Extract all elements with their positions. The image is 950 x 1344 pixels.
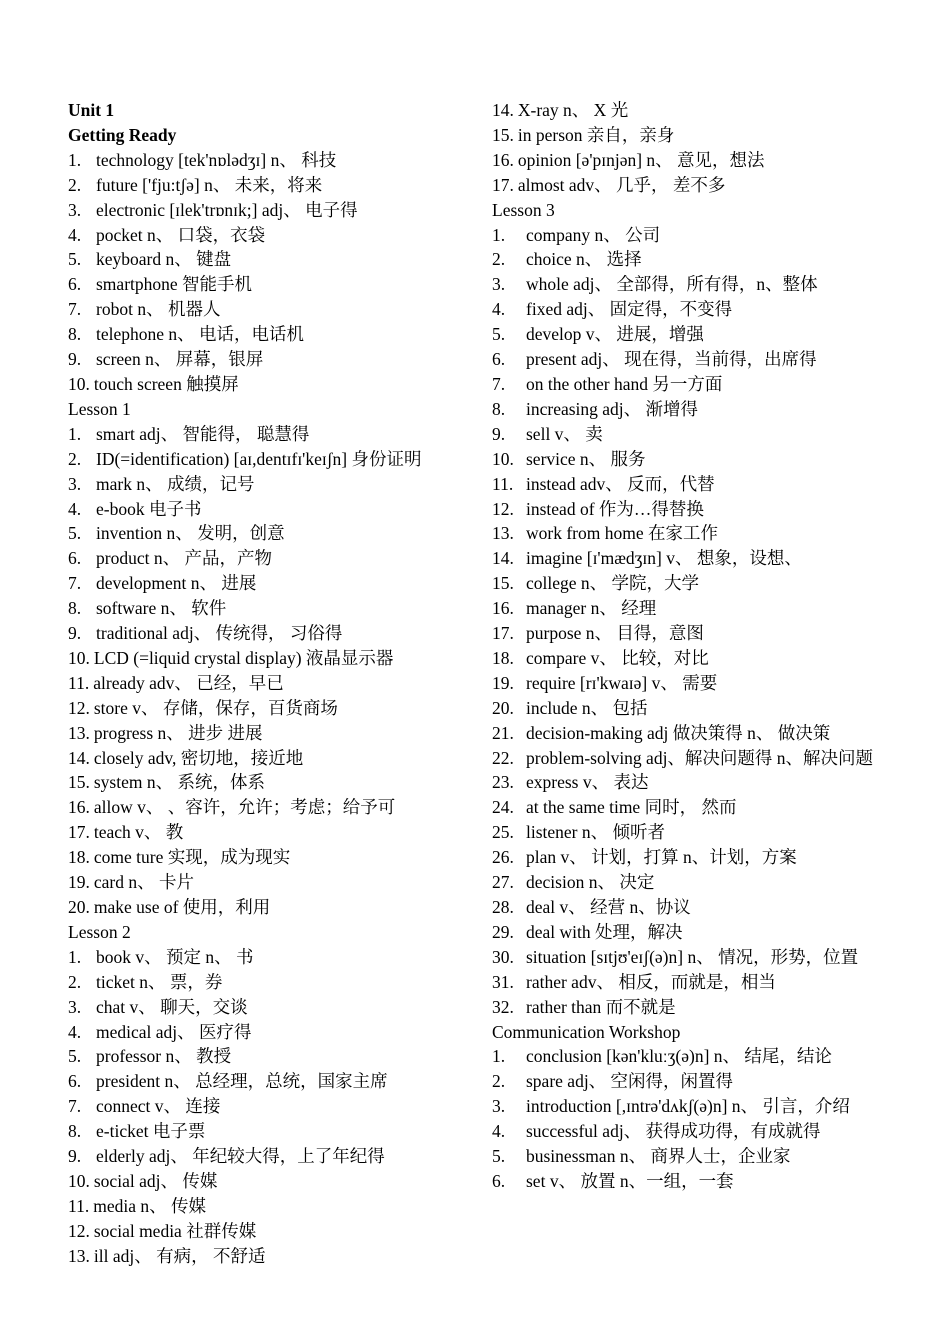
vocab-item: [492, 372, 887, 397]
vocab-item: [492, 123, 887, 148]
vocab-item: [492, 148, 887, 173]
item-number: 1.: [492, 224, 506, 245]
item-text: LCD (=liquid crystal display) 液晶显示器: [93, 647, 394, 668]
item-text: e-ticket 电子票: [96, 1121, 206, 1142]
item-number: 9.: [68, 623, 82, 644]
vocab-item: [492, 696, 887, 721]
item-number: 1.: [68, 423, 82, 444]
item-number: 2.: [492, 1071, 506, 1092]
item-text: rather adv、 相反，而就是，相当: [526, 971, 776, 992]
item-text: present adj、 现在得，当前得，出席得: [526, 349, 817, 370]
vocab-item: [68, 322, 468, 347]
item-number: 22.: [492, 747, 514, 768]
item-number: 14.: [492, 548, 514, 569]
vocab-item: [68, 895, 468, 920]
item-text: medical adj、 医疗得: [96, 1021, 252, 1042]
vocab-item: [68, 671, 468, 696]
item-number: 6.: [68, 1071, 82, 1092]
vocab-item: [68, 372, 468, 397]
item-number: 32.: [492, 996, 514, 1017]
item-text: compare v、 比较，对比: [526, 647, 709, 668]
item-number: 9.: [492, 423, 506, 444]
item-text: system n、 系统，体系: [93, 772, 265, 793]
item-text: ID(=identification) [aɪ,dentɪfɪ'keɪʃn] 身份证明: [96, 448, 422, 469]
item-number: 15.: [68, 772, 90, 793]
vocab-item: [68, 546, 468, 571]
vocab-item: [68, 1244, 468, 1269]
item-number: 20.: [492, 697, 514, 718]
item-text: company n、 公司: [526, 224, 661, 245]
vocab-item: [492, 297, 887, 322]
vocab-item: [492, 970, 887, 995]
item-number: 9.: [68, 349, 82, 370]
item-text: telephone n、 电话，电话机: [96, 324, 305, 345]
item-text: problem-solving adj、解决问题得 n、解决问题: [526, 747, 874, 768]
vocab-item: [492, 1044, 887, 1069]
item-number: 16.: [492, 149, 514, 170]
item-number: 11.: [68, 672, 90, 693]
vocab-item: [68, 1094, 468, 1119]
item-number: 14.: [492, 100, 514, 120]
vocab-item: [492, 272, 887, 297]
item-number: 31.: [492, 971, 514, 992]
item-number: 2.: [68, 448, 82, 469]
item-number: 16.: [492, 598, 514, 619]
item-text: come ture 实现，成为现实: [93, 847, 291, 868]
vocab-item: [68, 223, 468, 248]
item-text: president n、 总经理，总统，国家主席: [96, 1071, 388, 1092]
vocab-item: [492, 820, 887, 845]
item-text: professor n、 教授: [96, 1046, 232, 1067]
vocab-item: [68, 621, 468, 646]
item-number: 10.: [68, 647, 90, 668]
item-text: whole adj、 全部得，所有得，n、整体: [526, 274, 818, 295]
vocab-item: [492, 895, 887, 920]
item-number: 8.: [492, 398, 506, 419]
item-text: development n、 进展: [96, 573, 257, 594]
item-number: 17.: [492, 174, 514, 195]
vocab-item: [68, 995, 468, 1020]
item-text: software n、 软件: [96, 598, 227, 619]
vocab-item: [68, 1194, 468, 1219]
vocab-item: [492, 870, 887, 895]
item-number: 1.: [492, 1046, 506, 1067]
item-number: 2.: [68, 174, 82, 195]
vocab-item: [68, 970, 468, 995]
item-number: 1.: [68, 149, 82, 170]
vocab-item: [492, 646, 887, 671]
vocab-item: [492, 422, 887, 447]
vocab-item: [68, 870, 468, 895]
vocab-item: [492, 621, 887, 646]
item-text: traditional adj、 传统得， 习俗得: [96, 623, 343, 644]
item-number: 8.: [68, 1121, 82, 1142]
item-number: 26.: [492, 847, 514, 868]
vocab-item: [492, 746, 887, 771]
item-number: 2.: [492, 249, 506, 270]
item-text: purpose n、 目得，意图: [526, 623, 704, 644]
item-text: mark n、 成绩，记号: [96, 473, 255, 494]
item-number: 29.: [492, 921, 514, 942]
vocab-item: [492, 721, 887, 746]
item-text: pocket n、 口袋，衣袋: [96, 224, 266, 245]
vocab-item: [492, 347, 887, 372]
item-number: 12.: [492, 498, 514, 519]
item-number: 10.: [68, 373, 90, 394]
item-number: 10.: [68, 1170, 90, 1191]
item-number: 4.: [68, 224, 82, 245]
item-text: instead adv、 反而，代替: [526, 473, 715, 494]
item-number: 28.: [492, 897, 514, 917]
item-number: 3.: [492, 1096, 506, 1117]
item-text: choice n、 选择: [526, 249, 642, 270]
item-text: media n、 传媒: [93, 1195, 206, 1216]
vocab-item: [68, 347, 468, 372]
vocab-item: [68, 297, 468, 322]
item-text: opinion [ə'pɪnjən] n、 意见，想法: [517, 149, 765, 170]
vocab-item: [492, 397, 887, 422]
item-text: include n、 包括: [526, 697, 648, 718]
vocab-item: [492, 1094, 887, 1119]
item-number: 4.: [68, 498, 82, 519]
item-number: 27.: [492, 872, 514, 893]
item-number: 5.: [68, 249, 82, 270]
item-number: 15.: [492, 124, 514, 145]
item-number: 24.: [492, 797, 514, 818]
item-text: ticket n、 票，券: [96, 971, 223, 992]
item-text: teach v、 教: [93, 822, 184, 843]
item-number: 8.: [68, 324, 82, 345]
vocab-item: [68, 1219, 468, 1244]
item-text: almost adv、 几乎， 差不多: [517, 174, 726, 195]
vocab-item: [68, 820, 468, 845]
item-number: 18.: [68, 847, 90, 868]
vocab-item: [492, 920, 887, 945]
vocab-item: [492, 770, 887, 795]
item-number: 13.: [492, 523, 514, 544]
item-number: 11.: [68, 1195, 90, 1216]
vocab-item: [68, 1044, 468, 1069]
vocab-item: [68, 422, 468, 447]
item-number: 12.: [68, 1220, 90, 1241]
item-text: rather than 而不就是: [526, 996, 676, 1017]
vocab-item: [492, 173, 887, 198]
item-number: 20.: [68, 897, 90, 917]
vocab-item: [68, 945, 468, 970]
vocab-item: [492, 497, 887, 522]
item-text: successful adj、 获得成功得，有成就得: [526, 1121, 821, 1142]
item-text: X-ray n、 X 光: [517, 100, 629, 120]
vocab-item: [492, 945, 887, 970]
item-number: 11.: [492, 473, 514, 494]
item-text: college n、 学院，大学: [526, 573, 700, 594]
vocab-item: [492, 596, 887, 621]
item-text: store v、 存储，保存，百货商场: [93, 697, 338, 718]
item-text: work from home 在家工作: [526, 523, 718, 544]
item-text: imagine [ɪ'mædʒɪn] v、 想象，设想、: [526, 548, 802, 569]
item-number: 7.: [68, 299, 82, 320]
section-label: Communication Workshop: [492, 1021, 681, 1042]
item-text: introduction [,ɪntrə'dʌkʃ(ə)n] n、 引言，介绍: [526, 1096, 850, 1117]
item-number: 5.: [492, 1146, 506, 1167]
item-number: 6.: [68, 274, 82, 295]
item-number: 30.: [492, 946, 514, 967]
heading: Unit 1: [68, 100, 115, 120]
item-text: technology [tek'nɒlədʒɪ] n、 科技: [96, 149, 337, 170]
vocab-item: [492, 546, 887, 571]
item-number: 12.: [68, 697, 90, 718]
vocab-item: [492, 322, 887, 347]
right-column: [492, 98, 887, 1194]
item-text: businessman n、 商界人士，企业家: [526, 1146, 791, 1167]
vocab-item: [492, 521, 887, 546]
item-text: make use of 使用，利用: [93, 897, 271, 917]
item-number: 6.: [68, 548, 82, 569]
item-number: 19.: [492, 672, 514, 693]
item-number: 7.: [492, 373, 506, 394]
item-number: 17.: [68, 822, 90, 843]
item-text: ill adj、 有病， 不舒适: [93, 1245, 266, 1266]
item-text: smartphone 智能手机: [96, 274, 253, 295]
vocab-item: [492, 472, 887, 497]
item-text: e-book 电子书: [96, 498, 202, 519]
item-number: 4.: [68, 1021, 82, 1042]
vocab-item: [492, 1144, 887, 1169]
vocab-item: [492, 845, 887, 870]
vocab-item: [68, 198, 468, 223]
heading: Getting Ready: [68, 124, 177, 145]
item-text: already adv、 已经，早已: [93, 672, 284, 693]
section-label: Lesson 1: [68, 398, 131, 419]
vocab-item: [68, 646, 468, 671]
item-number: 3.: [492, 274, 506, 295]
vocab-item: [492, 1069, 887, 1094]
item-number: 17.: [492, 623, 514, 644]
item-text: service n、 服务: [526, 448, 646, 469]
item-number: 7.: [68, 573, 82, 594]
vocab-item: [492, 247, 887, 272]
item-text: future ['fju:tʃə] n、 未来，将来: [96, 174, 323, 195]
vocab-item: [68, 521, 468, 546]
vocab-item: [68, 447, 468, 472]
item-text: instead of 作为…得替换: [526, 498, 704, 519]
item-text: conclusion [kən'kluːʒ(ə)n] n、 结尾，结论: [526, 1046, 832, 1067]
item-text: sell v、 卖: [526, 423, 603, 444]
item-number: 4.: [492, 1121, 506, 1142]
item-text: electronic [ɪlek'trɒnɪk;] adj、 电子得: [96, 199, 358, 220]
vocab-item: [68, 497, 468, 522]
item-number: 16.: [68, 797, 90, 818]
item-text: deal v、 经营 n、协议: [526, 897, 691, 917]
item-text: progress n、 进步 进展: [93, 722, 263, 743]
vocab-item: [68, 571, 468, 596]
item-number: 13.: [68, 1245, 90, 1266]
item-number: 5.: [492, 324, 506, 345]
item-text: social media 社群传媒: [93, 1220, 257, 1241]
item-text: spare adj、 空闲得，闲置得: [526, 1071, 734, 1092]
item-text: fixed adj、 固定得，不变得: [526, 299, 733, 320]
vocab-item: [68, 1144, 468, 1169]
item-number: 21.: [492, 722, 514, 743]
vocab-item: [68, 173, 468, 198]
vocab-item: [68, 247, 468, 272]
item-text: require [rɪ'kwaɪə] v、 需要: [526, 672, 718, 693]
item-text: keyboard n、 键盘: [96, 249, 232, 270]
item-number: 5.: [68, 523, 82, 544]
vocab-item: [68, 596, 468, 621]
item-number: 4.: [492, 299, 506, 320]
vocab-item: [68, 1069, 468, 1094]
item-text: deal with 处理，解决: [526, 921, 683, 942]
item-number: 10.: [492, 448, 514, 469]
vocab-item: [492, 571, 887, 596]
item-text: social adj、 传媒: [93, 1170, 218, 1191]
item-number: 8.: [68, 598, 82, 619]
section-label: Lesson 3: [492, 199, 555, 220]
item-number: 6.: [492, 1170, 506, 1191]
item-text: allow v、 、容许，允许；考虑；给予可: [93, 797, 396, 818]
item-text: decision n、 决定: [526, 872, 655, 893]
item-text: card n、 卡片: [93, 872, 194, 893]
item-text: develop v、 进展，增强: [526, 324, 704, 345]
item-text: decision-making adj 做决策得 n、 做决策: [526, 722, 831, 743]
item-text: manager n、 经理: [526, 598, 657, 619]
vocab-item: [68, 795, 468, 820]
item-text: invention n、 发明，创意: [96, 523, 285, 544]
item-text: chat v、 聊天，交谈: [96, 996, 248, 1017]
item-text: book v、 预定 n、 书: [96, 946, 254, 967]
item-number: 18.: [492, 647, 514, 668]
item-number: 14.: [68, 747, 90, 768]
item-text: express v、 表达: [526, 772, 649, 793]
vocab-item: [68, 770, 468, 795]
item-text: on the other hand 另一方面: [526, 373, 723, 394]
item-number: 5.: [68, 1046, 82, 1067]
item-number: 3.: [68, 473, 82, 494]
item-text: product n、 产品，产物: [96, 548, 272, 569]
item-number: 1.: [68, 946, 82, 967]
item-number: 2.: [68, 971, 82, 992]
vocab-item: [68, 1169, 468, 1194]
item-text: touch screen 触摸屏: [93, 373, 239, 394]
vocab-item: [68, 746, 468, 771]
vocab-item: [68, 721, 468, 746]
vocab-item: [492, 795, 887, 820]
vocab-item: [68, 272, 468, 297]
item-text: increasing adj、 渐增得: [526, 398, 699, 419]
item-text: situation [sɪtjʊ'eɪʃ(ə)n] n、 情况，形势，位置: [526, 946, 859, 967]
vocab-item: [492, 447, 887, 472]
item-text: elderly adj、 年纪较大得，上了年纪得: [96, 1146, 385, 1167]
item-number: 23.: [492, 772, 514, 793]
item-number: 19.: [68, 872, 90, 893]
vocab-item: [68, 845, 468, 870]
left-column: [68, 98, 468, 1269]
section-label: Lesson 2: [68, 921, 131, 942]
item-number: 6.: [492, 349, 506, 370]
item-text: screen n、 屏幕，银屏: [96, 349, 264, 370]
item-number: 25.: [492, 822, 514, 843]
item-number: 15.: [492, 573, 514, 594]
vocab-item: [68, 1020, 468, 1045]
item-number: 3.: [68, 996, 82, 1017]
vocab-item: [492, 995, 887, 1020]
vocab-item: [68, 148, 468, 173]
vocab-item: [492, 223, 887, 248]
item-text: listener n、 倾听者: [526, 822, 666, 843]
item-number: 7.: [68, 1096, 82, 1117]
item-text: smart adj、 智能得， 聪慧得: [96, 423, 310, 444]
vocab-item: [492, 98, 887, 123]
vocab-item: [492, 671, 887, 696]
item-text: connect v、 连接: [96, 1096, 221, 1117]
item-text: set v、 放置 n、一组，一套: [526, 1170, 734, 1191]
item-text: in person 亲自，亲身: [517, 124, 675, 145]
vocab-item: [68, 1119, 468, 1144]
vocab-item: [68, 696, 468, 721]
item-text: at the same time 同时， 然而: [526, 797, 737, 818]
item-number: 3.: [68, 199, 82, 220]
vocab-item: [492, 1119, 887, 1144]
vocab-item: [492, 1169, 887, 1194]
vocab-item: [68, 472, 468, 497]
item-text: closely adv, 密切地，接近地: [93, 747, 304, 768]
item-number: 9.: [68, 1146, 82, 1167]
item-text: plan v、 计划，打算 n、计划，方案: [526, 847, 797, 868]
item-text: robot n、 机器人: [96, 299, 221, 320]
item-number: 13.: [68, 722, 90, 743]
